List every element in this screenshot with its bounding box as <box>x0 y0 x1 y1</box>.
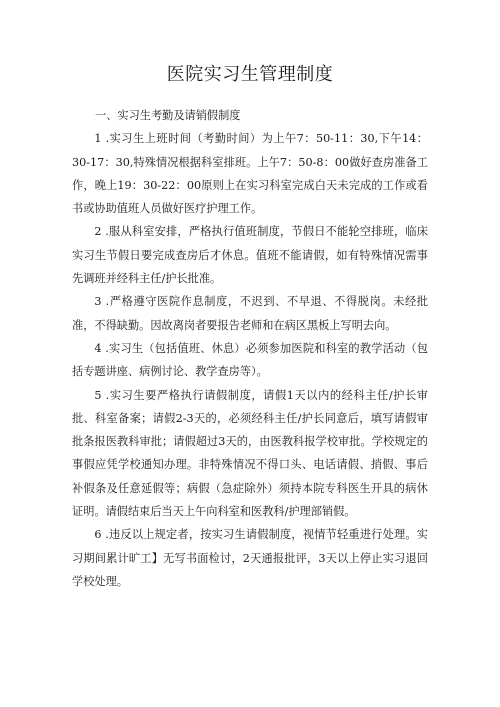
document-title: 医院实习生管理制度 <box>166 64 334 85</box>
paragraph-4: 4 .实习生（包括值班、休息）必须参加医院和科室的教学活动（包括专题讲座、病例讨论、教学查房等）。 <box>72 341 428 379</box>
paragraph-5: 5 .实习生要严格执行请假制度，请假1天以内的经科主任/护长审批、科室备案；请假2-3天的，必须经科主任/护长同意后，填写请假审批条报医教科审批；请假超过3天的，由医教科报学校审批。学校规定的事假应凭学校通知办理。非特殊情况不得口头、电话请假、捎假、事后补假条及任意延假等；病假（急症除外）须持本院专科医生开具的病休证明。请假结束后当天上午向科室和医教科/护理部销假。 <box>72 388 428 519</box>
section-heading: 一、实习生考勤及请销假制度 <box>95 109 241 122</box>
paragraph-6: 6 .违反以上规定者，按实习生请假制度，视情节轻重进行处理。实习期间累计旷工】无写书面检讨，2天通报批评，3天以上停止实习退回学校处理。 <box>72 528 428 588</box>
paragraph-3: 3 .严格遵守医院作息制度，不迟到、不早退、不得脱岗。未经批准，不得缺勤。因故离岗者要报告老师和在病区黑板上写明去向。 <box>72 295 428 332</box>
paragraph-1: 1 .实习生上班时间（考勤时间）为上午7：50-11：30,下午14：30-17：30,特殊情况根据科室排班。上午7：50-8：00做好查房准备工作，晚上19：30-22：00原则上在实习科室完成白天未完成的工作或看书或协助值班人员做好医疗护理工作。 <box>72 132 428 216</box>
paragraph-2: 2 .服从科室安排，严格执行值班制度，节假日不能轮空排班，临床实习生节假日要完成查房后才休息。值班不能请假，如有特殊情况需事先调班并经科主任/护长批准。 <box>72 225 428 286</box>
document-body <box>72 104 428 593</box>
